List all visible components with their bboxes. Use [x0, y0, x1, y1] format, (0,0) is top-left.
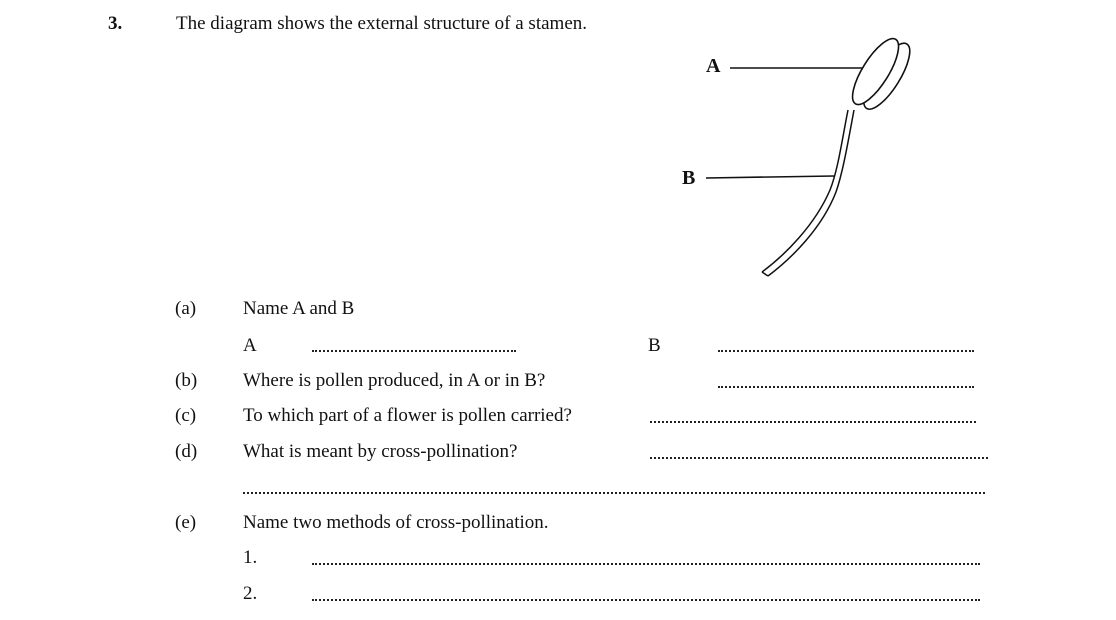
question-number: 3. [108, 13, 123, 34]
part-a-answer-b-label: B [648, 335, 661, 356]
anther-shape [844, 31, 918, 117]
label-b-pointer [706, 176, 834, 178]
answer-line-b[interactable] [718, 386, 974, 388]
answer-line-d1[interactable] [650, 457, 988, 459]
part-d-marker: (d) [175, 441, 198, 462]
part-c-marker: (c) [175, 405, 197, 426]
part-e-item-2: 2. [243, 583, 258, 604]
part-a-marker: (a) [175, 298, 197, 319]
diagram-label-b: B [682, 167, 696, 189]
answer-line-b-name[interactable] [718, 350, 974, 352]
part-d-prompt: What is meant by cross-pollination? [243, 441, 518, 462]
part-b-prompt: Where is pollen produced, in A or in B? [243, 370, 546, 391]
answer-line-e1[interactable] [312, 563, 980, 565]
part-e-prompt: Name two methods of cross-pollination. [243, 512, 549, 533]
part-e-marker: (e) [175, 512, 197, 533]
part-a-answer-a-label: A [243, 335, 257, 356]
answer-line-c[interactable] [650, 421, 976, 423]
filament-shape [762, 110, 848, 272]
answer-line-a-name[interactable] [312, 350, 516, 352]
part-c-prompt: To which part of a flower is pollen carried? [243, 405, 572, 426]
part-a-prompt: Name A and B [243, 298, 355, 319]
diagram-label-a: A [706, 55, 721, 77]
part-b-marker: (b) [175, 370, 198, 391]
part-e-item-1: 1. [243, 547, 258, 568]
answer-line-e2[interactable] [312, 599, 980, 601]
answer-line-d2[interactable] [243, 492, 985, 494]
question-intro: The diagram shows the external structure of a stamen. [176, 13, 587, 34]
